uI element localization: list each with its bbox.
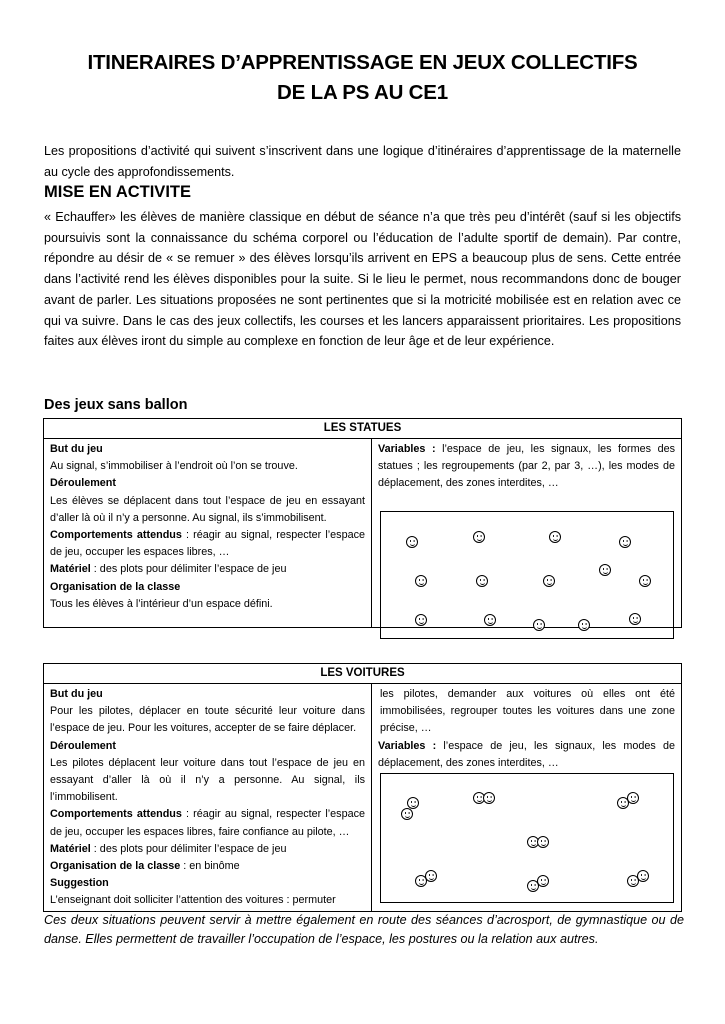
statues-organisation-label: Organisation de la classe	[50, 580, 181, 593]
voitures-comportements-label: Comportements attendus	[50, 808, 182, 821]
statues-variables-label: Variables :	[378, 443, 436, 455]
voitures-right-column	[372, 684, 681, 911]
smiley-icon	[401, 808, 413, 820]
statues-materiel	[50, 561, 365, 578]
voitures-variables-label: Variables :	[378, 739, 437, 752]
voitures-but-text: Pour les pilotes, déplacer en toute sécurité leur voiture dans l’espace de jeu. Pour les voitures, accepter de se faire déplacer.	[50, 705, 365, 735]
smiley-icon	[549, 531, 561, 543]
smiley-icon	[619, 536, 631, 548]
smiley-icon	[599, 564, 611, 576]
statues-materiel-text: : des plots pour délimiter l’espace de jeu	[90, 563, 287, 576]
intro-paragraph: Les propositions d’activité qui suivent s’inscrivent dans une logique d’itinéraires d’apprentissage de la maternelle au cycle des approfondissements.	[44, 144, 681, 179]
voitures-organisation-text: : en binôme	[180, 860, 240, 873]
voitures-materiel-label: Matériel	[50, 842, 91, 855]
voitures-title: LES VOITURES	[44, 664, 681, 684]
voitures-variables	[378, 738, 675, 772]
voitures-organisation-label: Organisation de la classe	[50, 860, 181, 873]
statues-materiel-label: Matériel	[50, 563, 91, 576]
voitures-materiel-text: : des plots pour délimiter l’espace de jeu	[90, 842, 287, 855]
statues-left-column	[44, 439, 372, 627]
smiley-icon	[425, 870, 437, 882]
section-heading: Des jeux sans ballon	[44, 397, 188, 413]
statues-play-area	[380, 511, 674, 639]
smiley-icon	[537, 875, 549, 887]
statues-but-text: Au signal, s’immobiliser à l’endroit où l’on se trouve.	[50, 460, 298, 473]
voitures-play-area	[380, 773, 674, 903]
page-title	[0, 48, 725, 108]
voitures-but-label: But du jeu	[50, 688, 103, 700]
statues-comportements	[50, 527, 365, 561]
smiley-icon	[415, 614, 427, 626]
statues-variables-text: l’espace de jeu, les signaux, les formes des statues ; les regroupements (par 2, par 3, …), les modes de déplacement, des zones interdites, …	[378, 443, 675, 490]
statues-right-column	[372, 439, 681, 627]
voitures-variables-text: l’espace de jeu, les signaux, les modes de déplacement, des zones interdites, …	[378, 739, 675, 769]
statues-deroulement-text: Les élèves se déplacent dans tout l’espace de jeu en essayant d’aller là où il n’y a personne. Au signal, ils s’immobilisent.	[50, 494, 365, 524]
voitures-comportements	[50, 806, 365, 840]
mise-en-activite-heading: MISE EN ACTIVITE	[44, 183, 191, 201]
voitures-continuation: les pilotes, demander aux voitures où elles ont été immobilisées, regrouper toutes les voitures dans une zone précise, …	[380, 688, 675, 735]
statues-box	[43, 418, 682, 628]
smiley-icon	[484, 614, 496, 626]
smiley-icon	[407, 797, 419, 809]
smiley-icon	[415, 575, 427, 587]
statues-comportements-label: Comportements attendus	[50, 529, 182, 542]
title-line-1: ITINERAIRES D’APPRENTISSAGE EN JEUX COLLECTIFS	[87, 51, 638, 74]
statues-title: LES STATUES	[44, 419, 681, 439]
statues-comportements-text: : réagir au signal, respecter l’espace de jeu, occuper les espaces libres, …	[50, 529, 365, 559]
title-line-2: DE LA PS AU CE1	[277, 81, 448, 104]
statues-variables	[378, 441, 675, 493]
conclusion-paragraph: Ces deux situations peuvent servir à mettre également en route des séances d’acrosport, de gymnastique ou de danse. Elles permettent de travailler l’occupation de l’espace, les postures ou la relation aux autres.	[44, 913, 684, 946]
statues-organisation-text: Tous les élèves à l’intérieur d’un espace défini.	[50, 597, 273, 610]
voitures-left-column	[44, 684, 372, 911]
statues-deroulement-label: Déroulement	[50, 477, 116, 490]
smiley-icon	[533, 619, 545, 631]
smiley-icon	[578, 619, 590, 631]
voitures-box	[43, 663, 682, 912]
smiley-icon	[637, 870, 649, 882]
smiley-icon	[543, 575, 555, 587]
voitures-organisation	[50, 858, 365, 875]
voitures-suggestion-text: L’enseignant doit solliciter l’attention des voitures : permuter	[50, 894, 336, 907]
smiley-icon	[483, 792, 495, 804]
statues-but-label: But du jeu	[50, 443, 103, 455]
smiley-icon	[476, 575, 488, 587]
mise-en-activite-paragraph: « Echauffer» les élèves de manière classique en début de séance n’a que très peu d’intérêt (sauf si les objectifs poursuivis sont la connaissance du schéma corporel ou l’éducation de l’adulte sportif de demain). Par contre, répondre au désir de « se remuer » des élèves lorsqu’ils arrivent en EPS a beaucoup plus de sens. Cette entrée dans l’activité rend les élèves disponibles pour la suite. Si le lieu le permet, nous recommandons donc de bouger avant de parler. Les situations proposées ne sont pertinentes que si la motricité mobilisée est en relation avec ce qui va suivre. Dans le cas des jeux collectifs, les courses et les lancers apparaissent prioritaires. Les propositions faites aux élèves iront du simple au complexe en fonction de leur âge et de leur expérience.	[44, 210, 681, 349]
smiley-icon	[406, 536, 418, 548]
smiley-icon	[537, 836, 549, 848]
voitures-deroulement-text: Les pilotes déplacent leur voiture dans tout l’espace de jeu en essayant d’aller là où il n’y a personne. Au signal, ils l’immobilisent.	[50, 756, 365, 804]
smiley-icon	[627, 792, 639, 804]
voitures-deroulement-label: Déroulement	[50, 739, 116, 752]
smiley-icon	[639, 575, 651, 587]
smiley-icon	[629, 613, 641, 625]
voitures-comportements-text: : réagir au signal, respecter l’espace de jeu, occuper les espaces libres, faire confiance au pilote, …	[50, 808, 365, 838]
voitures-materiel	[50, 841, 365, 858]
smiley-icon	[473, 531, 485, 543]
voitures-suggestion-label: Suggestion	[50, 877, 109, 890]
